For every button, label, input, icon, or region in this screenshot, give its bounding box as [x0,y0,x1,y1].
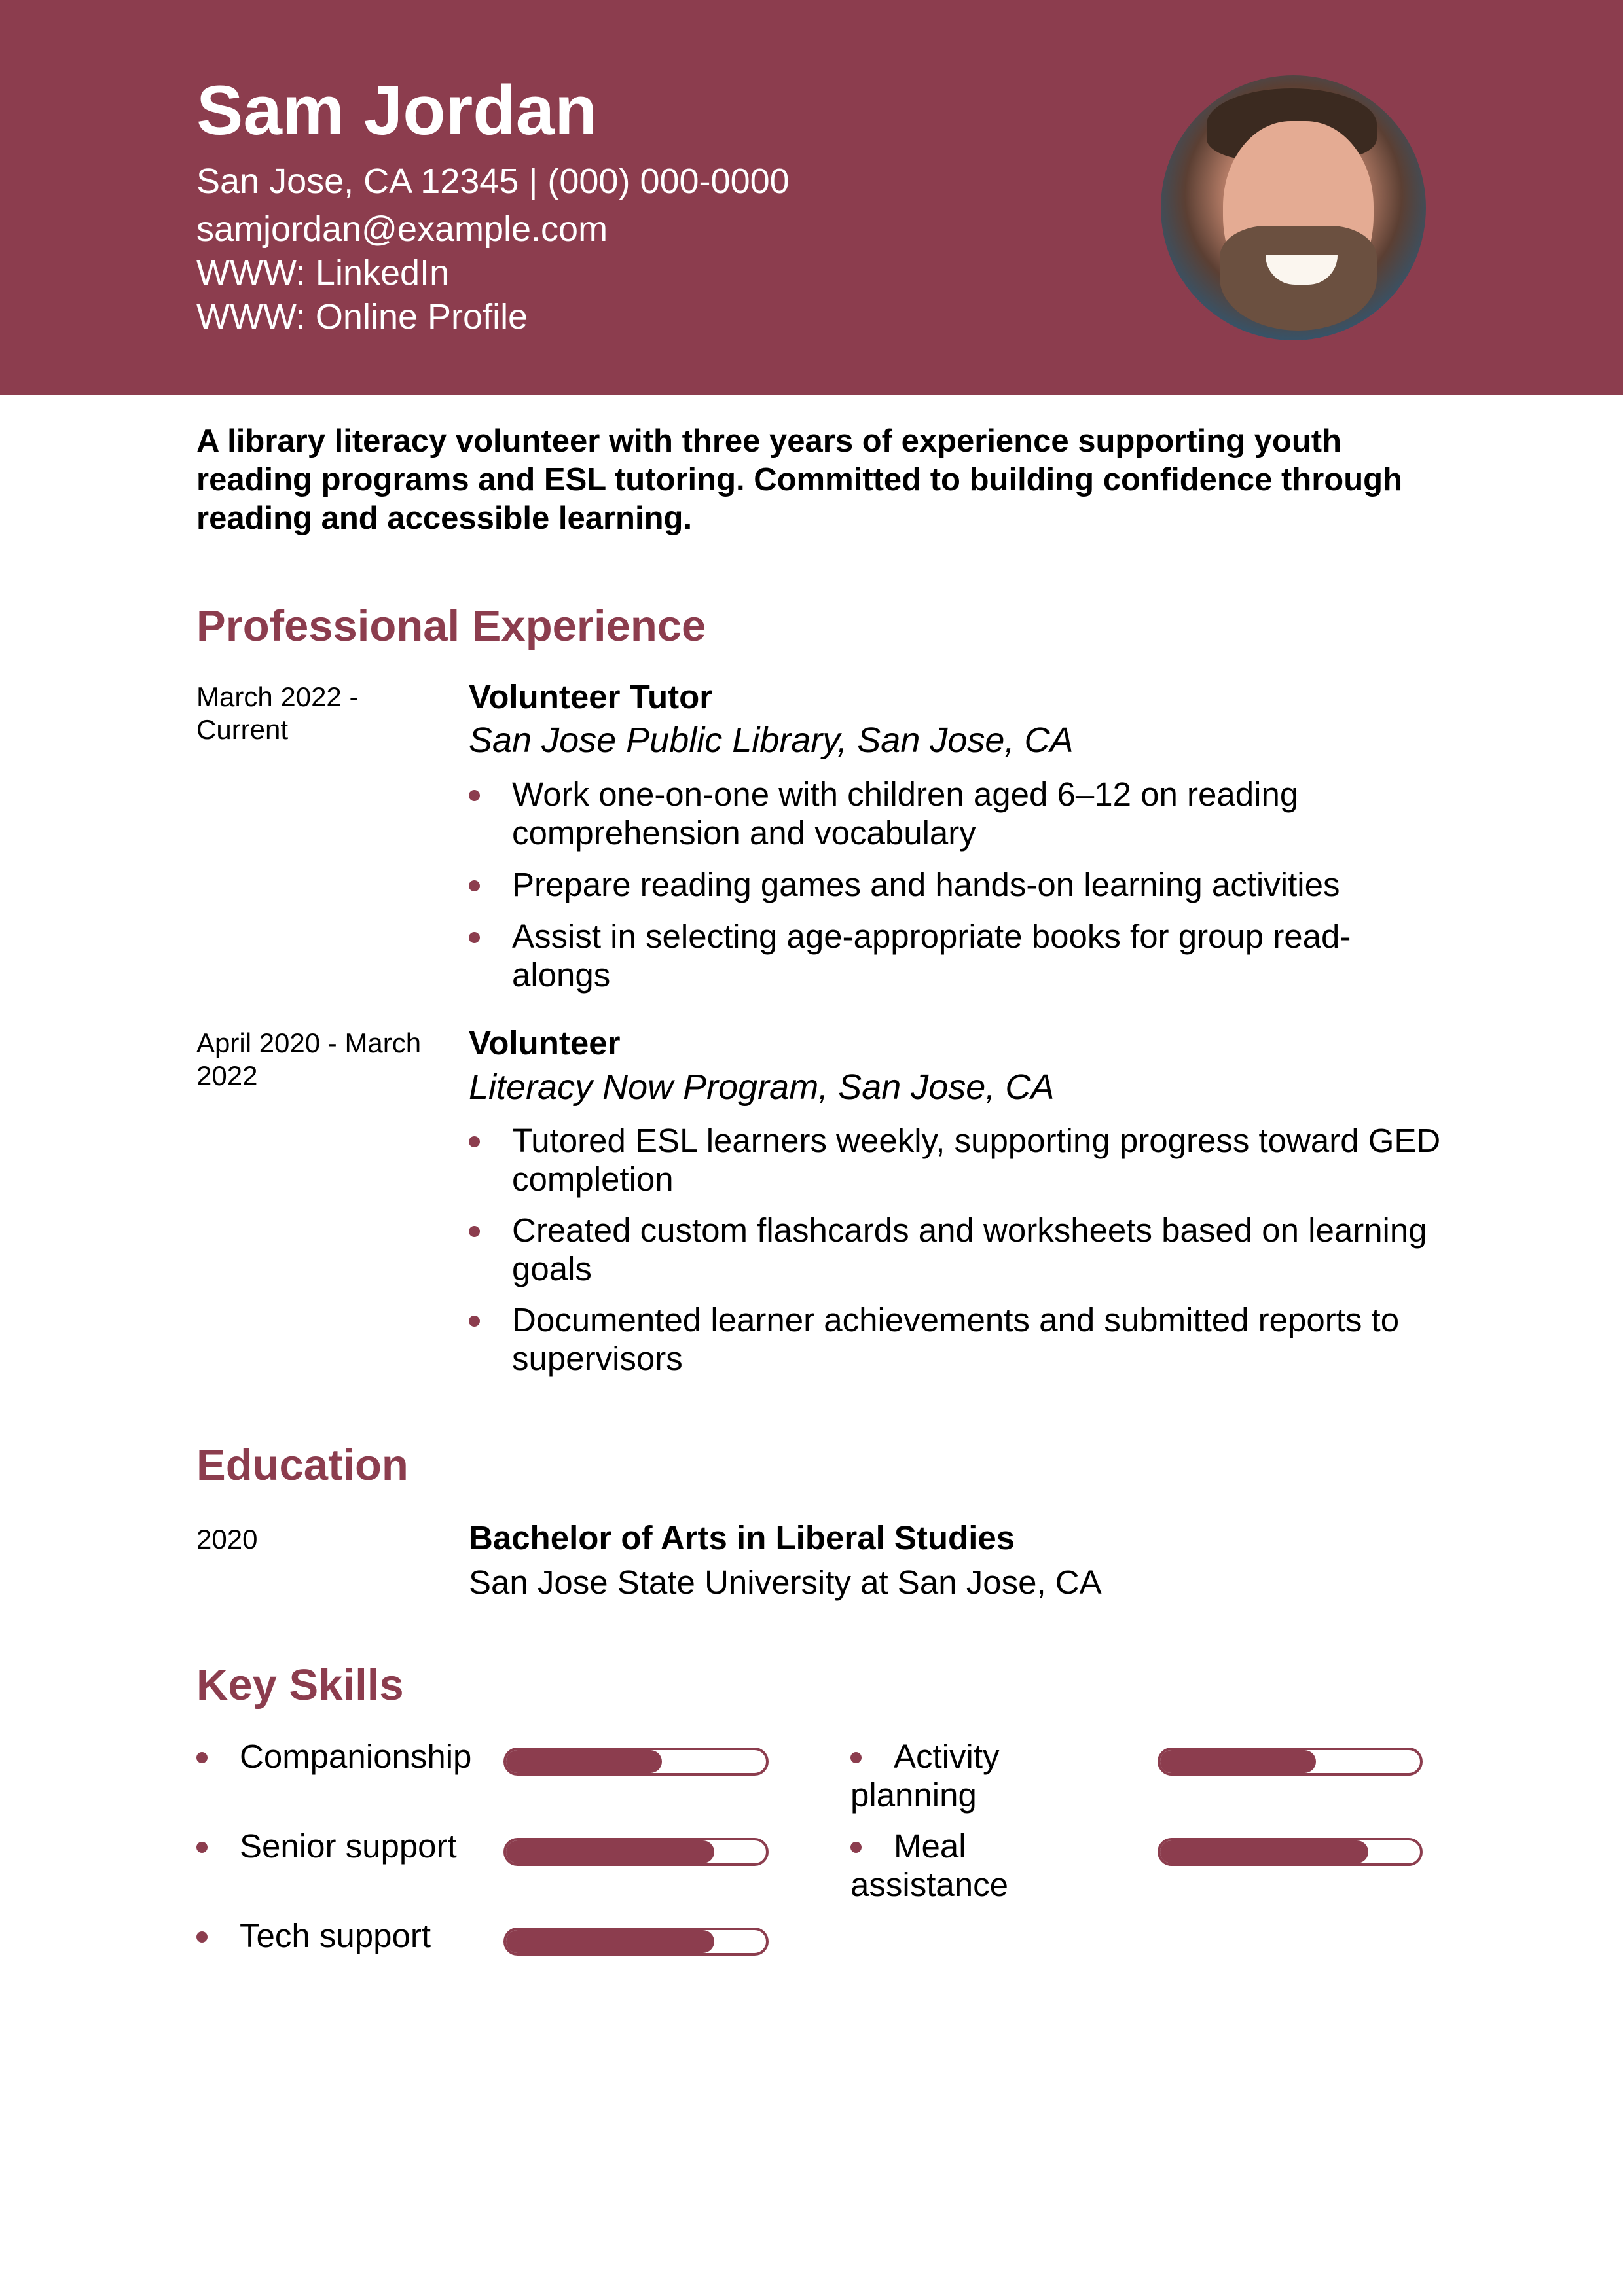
bullet-text: Created custom flashcards and worksheets based on learning goals [512,1211,1427,1287]
job-bullet [512,1211,1442,1288]
bullet-text: Work one-on-one with children aged 6–12 on reading comprehension and vocabulary [512,776,1299,852]
job-dates: March 2022 - Current [196,681,359,745]
job-bullet [512,866,1442,905]
location-phone: San Jose, CA 12345 | (000) 000-0000 [196,162,790,201]
bullet-dot-icon [469,1226,480,1237]
skill-bar [503,1928,769,1956]
skill-item [196,1827,484,1866]
profile-photo [1161,75,1426,340]
skill-bar-fill [506,1930,714,1953]
skill-item [850,1827,1014,1904]
bullet-dot-icon [469,1136,480,1147]
job-title: Volunteer Tutor [469,678,713,715]
summary: A library literacy volunteer with three years of experience supporting youth reading programs and ESL tutoring. Committed to building confidence through reading and accessible learning. [196,423,1403,536]
bullet-text: Documented learner achievements and submitted reports to supervisors [512,1301,1400,1377]
education-school: San Jose State University at San Jose, CA [469,1564,1102,1601]
email[interactable]: samjordan@example.com [196,209,608,249]
online-profile-link[interactable]: WWW: Online Profile [196,297,528,336]
job-title: Volunteer [469,1024,621,1062]
skill-bar-fill [1160,1840,1368,1863]
bullet-dot-icon [469,1316,480,1327]
bullet-dot-icon [196,1752,208,1763]
job-org: Literacy Now Program, San Jose, CA [469,1067,1055,1107]
skill-label: Meal assistance [850,1827,1008,1903]
skill-item [196,1738,472,1776]
linkedin-link[interactable]: WWW: LinkedIn [196,253,450,293]
skill-label: Activity planning [850,1738,1000,1814]
header-banner [0,0,1623,395]
bullet-dot-icon [469,790,480,801]
bullet-text: Assist in selecting age-appropriate books for group read-alongs [512,918,1351,994]
bullet-dot-icon [850,1752,862,1763]
education-heading: Education [196,1441,409,1490]
skill-item [196,1917,484,1956]
skill-bar [503,1748,769,1776]
job-bullet [512,1122,1442,1198]
skill-item [850,1738,1014,1814]
skill-bar-fill [1160,1750,1316,1773]
experience-heading: Professional Experience [196,601,706,651]
skill-label: Tech support [240,1917,431,1954]
bullet-dot-icon [850,1842,862,1853]
job-org: San Jose Public Library, San Jose, CA [469,721,1074,760]
bullet-text: Tutored ESL learners weekly, supporting progress toward GED completion [512,1122,1441,1198]
job-bullet [512,1301,1442,1378]
bullet-text: Prepare reading games and hands-on learning activities [512,866,1340,903]
skill-bar [503,1838,769,1866]
candidate-name: Sam Jordan [196,71,598,149]
skill-bar [1158,1748,1423,1776]
bullet-dot-icon [469,880,480,891]
education-degree: Bachelor of Arts in Liberal Studies [469,1519,1015,1556]
skills-heading: Key Skills [196,1660,404,1710]
skill-label: Companionship [240,1738,472,1775]
bullet-dot-icon [196,1842,208,1853]
bullet-dot-icon [196,1931,208,1943]
education-year: 2020 [196,1524,258,1554]
skill-bar-fill [506,1840,714,1863]
bullet-dot-icon [469,932,480,943]
skill-bar [1158,1838,1423,1866]
job-dates: April 2020 - March 2022 [196,1028,422,1092]
skill-bar-fill [506,1750,662,1773]
job-bullet [512,776,1442,852]
skill-label: Senior support [240,1827,457,1865]
job-bullet [512,918,1442,994]
